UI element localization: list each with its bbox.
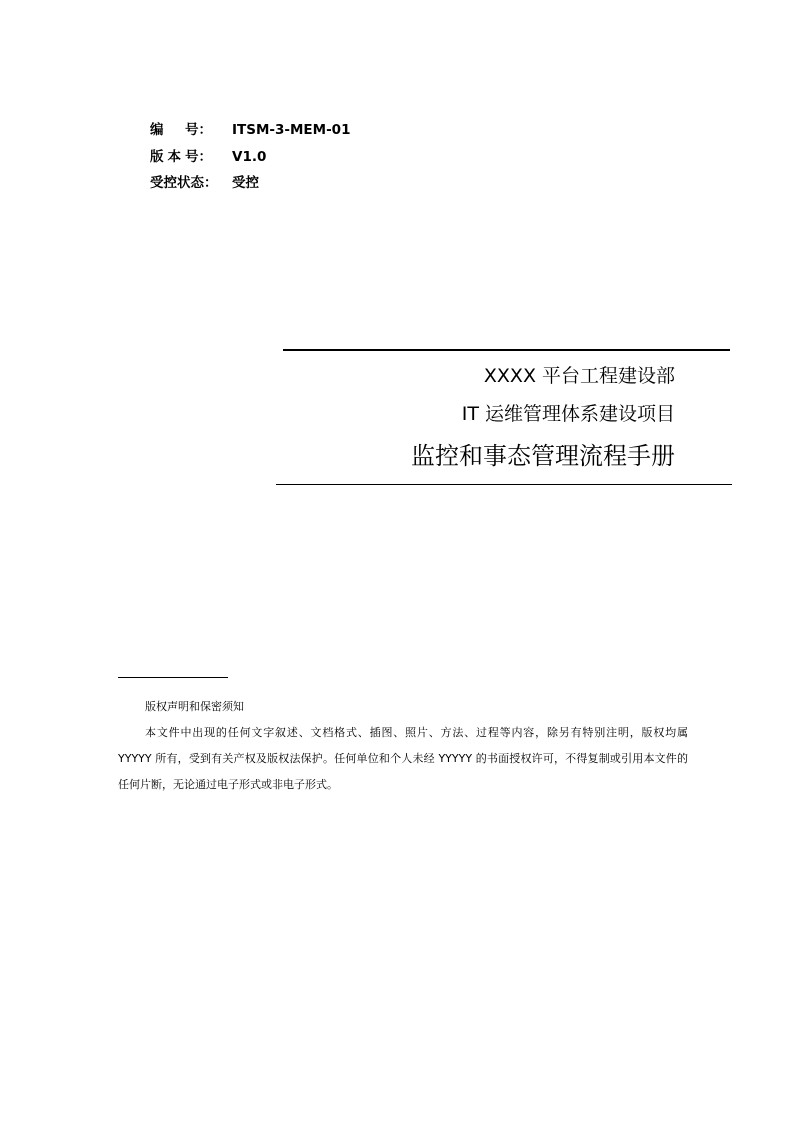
version-row	[150, 147, 350, 174]
document-title: 监控和事态管理流程手册	[411, 442, 675, 470]
organization-title: XXXX 平台工程建设部	[483, 365, 675, 387]
control-status-value: 受控	[232, 175, 259, 191]
title-top-rule	[283, 349, 730, 351]
document-number-row	[150, 120, 350, 147]
version-label: 版 本 号：	[150, 148, 212, 165]
copyright-notice	[118, 694, 688, 798]
title-block	[411, 360, 675, 476]
document-number-value: ITSM-3-MEM-01	[232, 122, 351, 138]
title-bottom-rule	[276, 484, 732, 485]
project-title: IT 运维管理体系建设项目	[461, 403, 675, 425]
version-value: V1.0	[232, 148, 267, 165]
copyright-notice-body: 本文件中出现的任何文字叙述、文档格式、插图、照片、方法、过程等内容，除另有特别注明，版权均属 YYYYY 所有，受到有关产权及版权法保护。任何单位和个人未经 YYYYY 的书面授权许可，不得复制或引用本文件的任何片断，无论通过电子形式或非电子形式。	[118, 726, 688, 791]
control-status-label: 受控状态：	[150, 175, 218, 191]
control-status-row	[150, 173, 350, 200]
footnote-separator	[118, 677, 228, 678]
document-number-label: 编 号：	[150, 122, 212, 138]
copyright-notice-heading: 版权声明和保密须知	[145, 700, 244, 713]
document-metadata	[150, 120, 350, 200]
